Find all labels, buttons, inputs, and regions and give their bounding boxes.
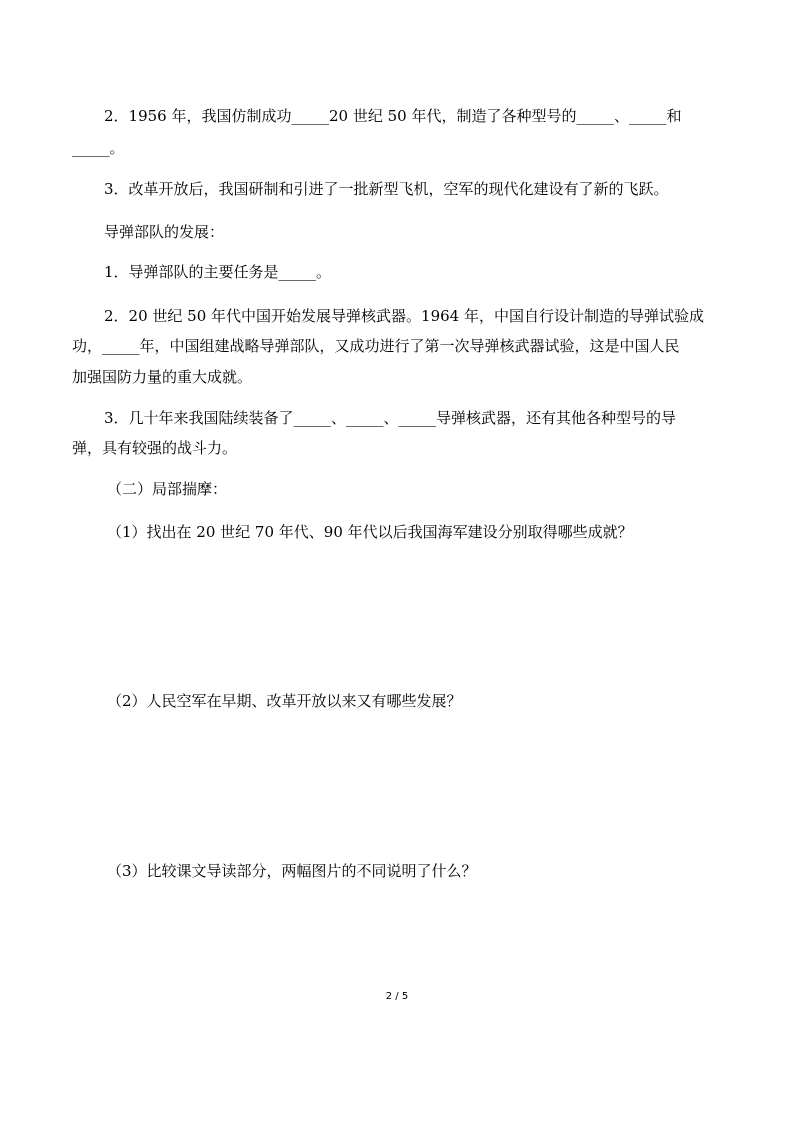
air-force-item-2-line-2: _____。 bbox=[72, 139, 125, 157]
air-force-item-2-line-1: 2．1956 年，我国仿制成功_____20 世纪 50 年代，制造了各种型号的_____、_____和 bbox=[104, 107, 682, 125]
question-3: （3）比较课文导读部分，两幅图片的不同说明了什么？ bbox=[107, 862, 477, 880]
missile-item-3-line-2: 弹，具有较强的战斗力。 bbox=[72, 439, 238, 457]
question-1: （1）找出在 20 世纪 70 年代、90 年代以后我国海军建设分别取得哪些成就？ bbox=[107, 523, 633, 541]
missile-item-3-line-1: 3．几十年来我国陆续装备了_____、_____、_____导弹核武器，还有其他各种型号的导 bbox=[104, 409, 677, 427]
question-2: （2）人民空军在早期、改革开放以来又有哪些发展？ bbox=[107, 692, 462, 710]
missile-item-2-line-1: 2．20 世纪 50 年代中国开始发展导弹核武器。1964 年，中国自行设计制造的导弹试验成 bbox=[104, 307, 704, 325]
missile-item-1: 1．导弹部队的主要任务是_____。 bbox=[104, 263, 332, 281]
missile-item-2-line-3: 加强国防力量的重大成就。 bbox=[72, 368, 253, 386]
missile-heading: 导弹部队的发展： bbox=[104, 223, 225, 241]
missile-item-2-line-2: 功，_____年，中国组建战略导弹部队，又成功进行了第一次导弹核武器试验，这是中国人民 bbox=[72, 337, 680, 355]
air-force-item-3: 3．改革开放后，我国研制和引进了一批新型飞机，空军的现代化建设有了新的飞跃。 bbox=[104, 180, 669, 198]
section-2-heading: （二）局部揣摩： bbox=[107, 480, 228, 498]
page-number: 2 / 5 bbox=[385, 991, 409, 1002]
